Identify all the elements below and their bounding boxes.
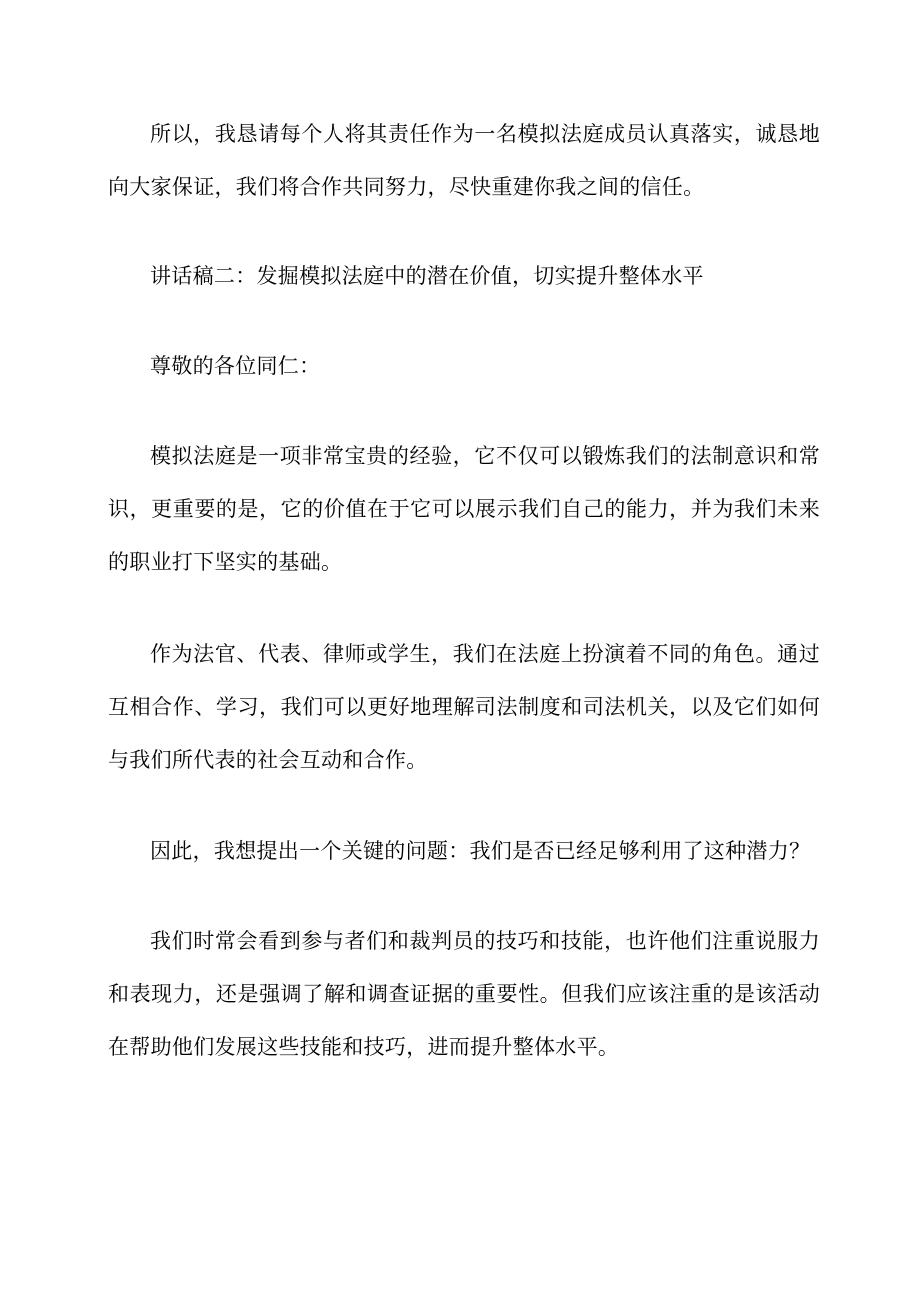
paragraph-key-question: 因此，我想提出一个关键的问题：我们是否已经足够利用了这种潜力？ — [150, 839, 811, 863]
paragraph-closing-plea: 所以，我恳请每个人将其责任作为一名模拟法庭成员认真落实，诚恳地向大家保证，我们将合作共同努力，尽快重建你我之间的信任。 — [108, 122, 820, 199]
salutation: 尊敬的各位同仁： — [150, 354, 321, 378]
paragraph-skills: 我们时常会看到参与者们和裁判员的技巧和技能，也许他们注重说服力和表现力，还是强调了解和调查证据的重要性。但我们应该注重的是该活动在帮助他们发展这些技能和技巧，进而提升整体水平。 — [108, 929, 820, 1059]
speech-two-title: 讲话稿二：发掘模拟法庭中的潜在价值，切实提升整体水平 — [150, 264, 704, 288]
paragraph-roles: 作为法官、代表、律师或学生，我们在法庭上扮演着不同的角色。通过互相合作、学习，我们可以更好地理解司法制度和司法机关，以及它们如何与我们所代表的社会互动和合作。 — [108, 642, 820, 772]
paragraph-value-of-moot-court: 模拟法庭是一项非常宝贵的经验，它不仅可以锻炼我们的法制意识和常识，更重要的是，它的价值在于它可以展示我们自己的能力，并为我们未来的职业打下坚实的基础。 — [108, 444, 820, 574]
